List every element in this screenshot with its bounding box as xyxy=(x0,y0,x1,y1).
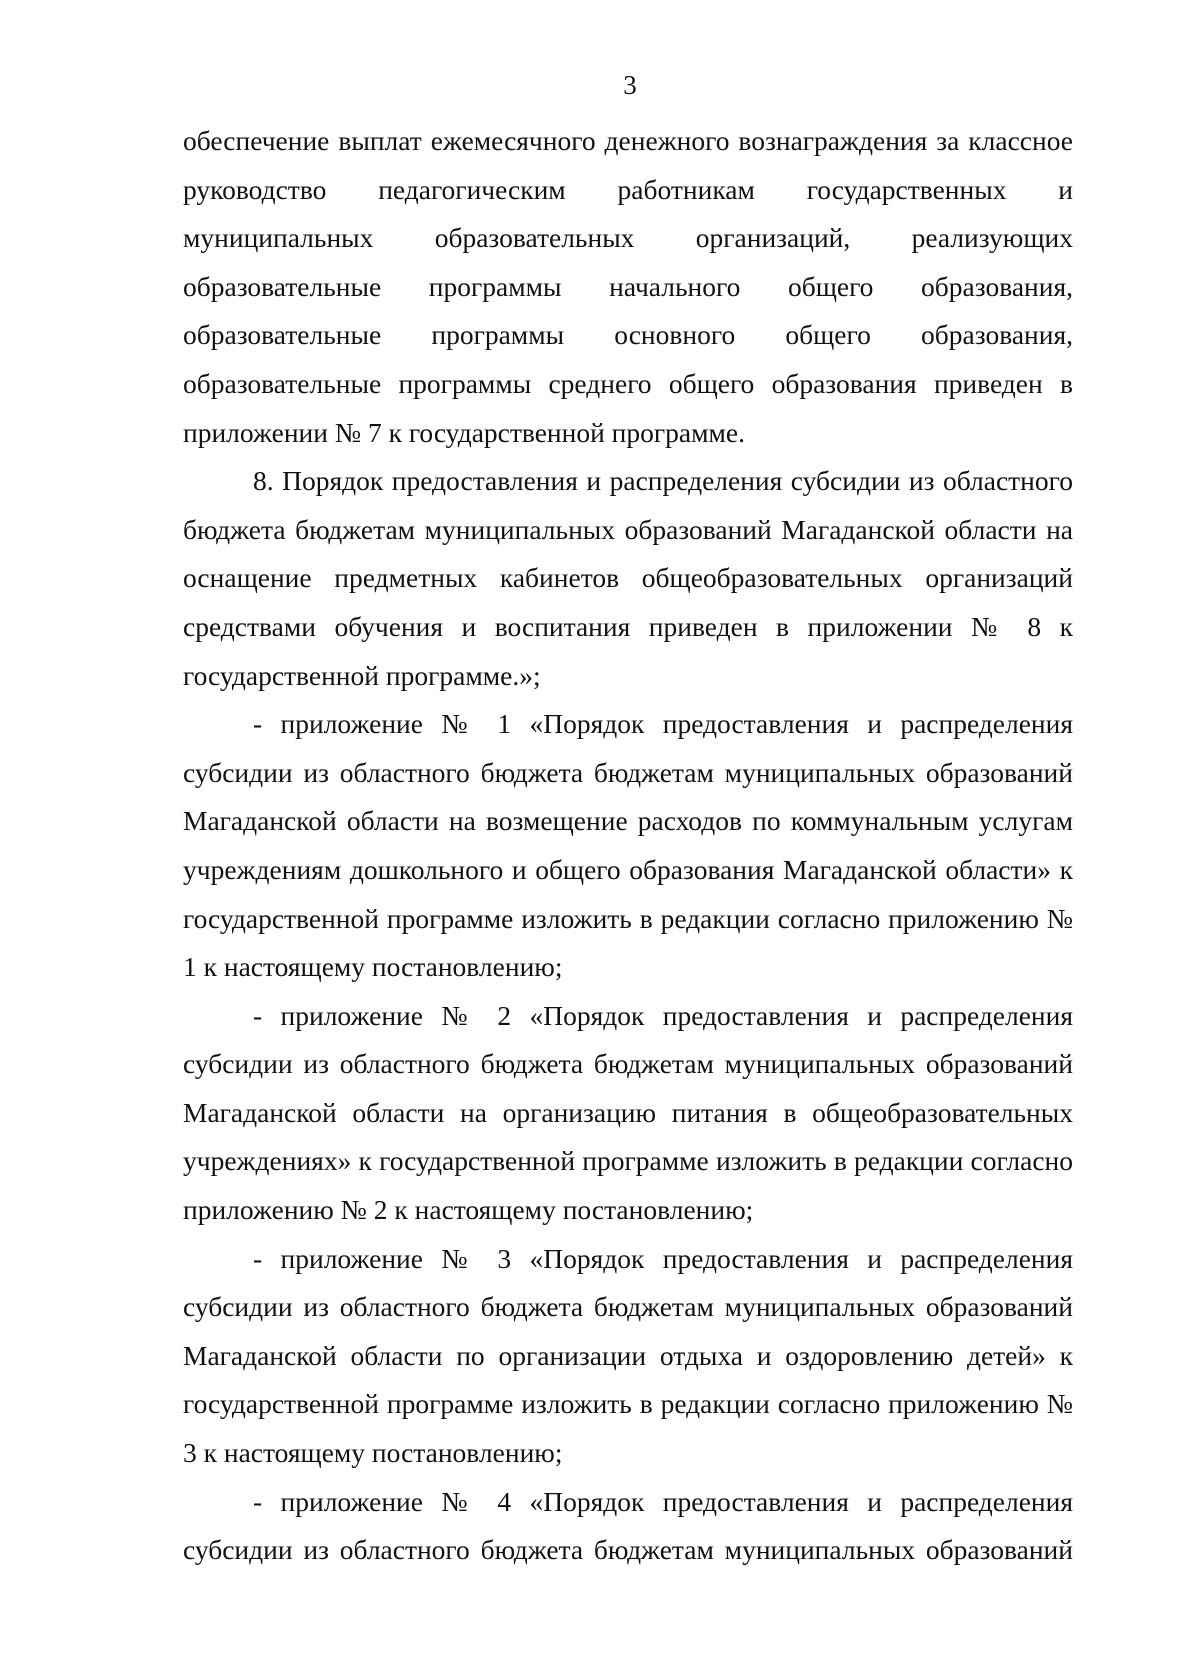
paragraph-item-8: 8. Порядок предоставления и распределения субсидии из областного бюджета бюджетам муниципальных образований Магаданской области на оснащение предметных кабинетов общеобразовательных организаций средствами обучения и воспитания приведен в приложении № 8 к государственной программе.»; xyxy=(183,465,1073,691)
paragraph-continuation: обеспечение выплат ежемесячного денежного вознаграждения за классное руководство педагогическим работникам государственных и муниципальных образовательных организаций, реализующих образовательные программы начального общего образования, образовательные программы основного общего образования, образовательные программы среднего общего образования приведен в приложении № 7 к государственной программе. xyxy=(183,125,1073,448)
paragraph-appendix-4: - приложение № 4 «Порядок предоставления и распределения субсидии из областного бюджета бюджетам муниципальных образований xyxy=(183,1485,1073,1566)
page-number: 3 xyxy=(623,70,637,100)
paragraph-appendix-3: - приложение № 3 «Порядок предоставления и распределения субсидии из областного бюджета бюджетам муниципальных образований Магаданской области по организации отдыха и оздоровлению детей» к государственной программе изложить в редакции согласно приложению № 3 к настоящему постановлению; xyxy=(183,1242,1073,1469)
document-body xyxy=(183,117,1073,1575)
paragraph-appendix-2: - приложение № 2 «Порядок предоставления и распределения субсидии из областного бюджета бюджетам муниципальных образований Магаданской области на организацию питания в общеобразовательных учреждениях» к государственной программе изложить в редакции согласно приложению № 2 к настоящему постановлению; xyxy=(183,999,1073,1226)
paragraph-appendix-1: - приложение № 1 «Порядок предоставления и распределения субсидии из областного бюджета бюджетам муниципальных образований Магаданской области на возмещение расходов по коммунальным услугам учреждениям дошкольного и общего образования Магаданской области» к государственной программе изложить в редакции согласно приложению № 1 к настоящему постановлению; xyxy=(183,708,1073,983)
